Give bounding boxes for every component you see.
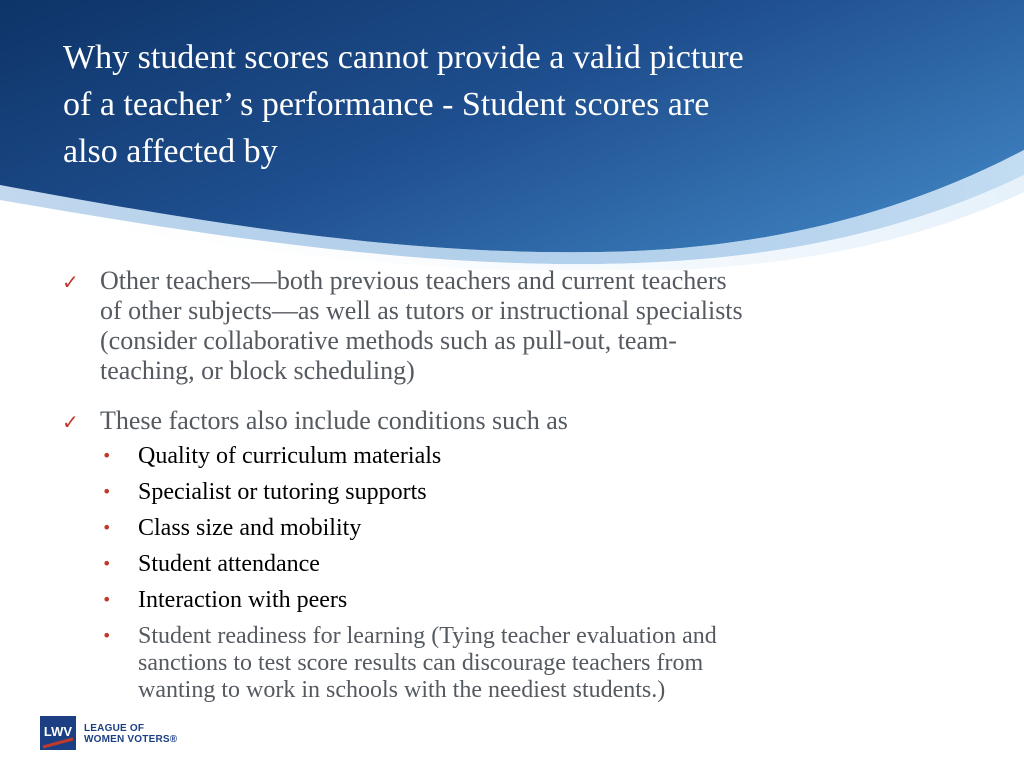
list-item [62,406,982,436]
league-of-women-voters-logo [40,716,178,752]
lwv-logo-mark-text: LWV [43,724,73,739]
sub-list-item-text: Specialist or tutoring supports [138,479,427,505]
bullet-icon: • [102,518,112,537]
list-item-line: These factors also include conditions such as [100,406,568,435]
bullet-list [62,266,982,704]
sub-list-item-text: Quality of curriculum materials [138,443,442,469]
sub-list-item [100,618,982,704]
bullet-icon: • [102,590,112,609]
lwv-logo-icon [40,716,76,750]
list-item-line: Other teachers—both previous teachers and current teachers [100,266,727,295]
list-item-line: teaching, or block scheduling) [100,356,415,385]
title-line: Why student scores cannot provide a valid picture [63,39,744,76]
slide-title [63,34,963,175]
checkmark-icon: ✓ [62,410,79,434]
bullet-icon: • [102,446,112,465]
logo-text-line: LEAGUE OF [84,723,145,734]
sub-list-item [100,546,982,582]
title-line: also affected by [63,133,278,170]
sub-list-item [100,510,982,546]
sub-list-item [100,474,982,510]
sub-list-item [100,582,982,618]
list-item-line: of other subjects—as well as tutors or instructional specialists [100,296,743,325]
bullet-icon: • [102,626,112,645]
sub-list [62,438,982,704]
sub-list-item-line: sanctions to test score results can discourage teachers from [138,650,704,676]
logo-text-line: WOMEN VOTERS® [84,734,178,745]
list-item [62,266,982,386]
sub-list-item-line: wanting to work in schools with the neediest students.) [138,677,666,703]
logo-text [84,723,177,745]
sub-list-item-text: Student attendance [138,551,320,577]
sub-list-item-text: Interaction with peers [138,587,348,613]
sub-list-item-line: Student readiness for learning (Tying teacher evaluation and [138,623,717,649]
bullet-icon: • [102,482,112,501]
sub-list-item-text: Class size and mobility [138,515,362,541]
checkmark-icon: ✓ [62,270,79,294]
sub-list-item [100,438,982,474]
list-item-line: (consider collaborative methods such as pull-out, team- [100,326,677,355]
title-line: of a teacher’ s performance - Student scores are [63,86,710,123]
bullet-icon: • [102,554,112,573]
